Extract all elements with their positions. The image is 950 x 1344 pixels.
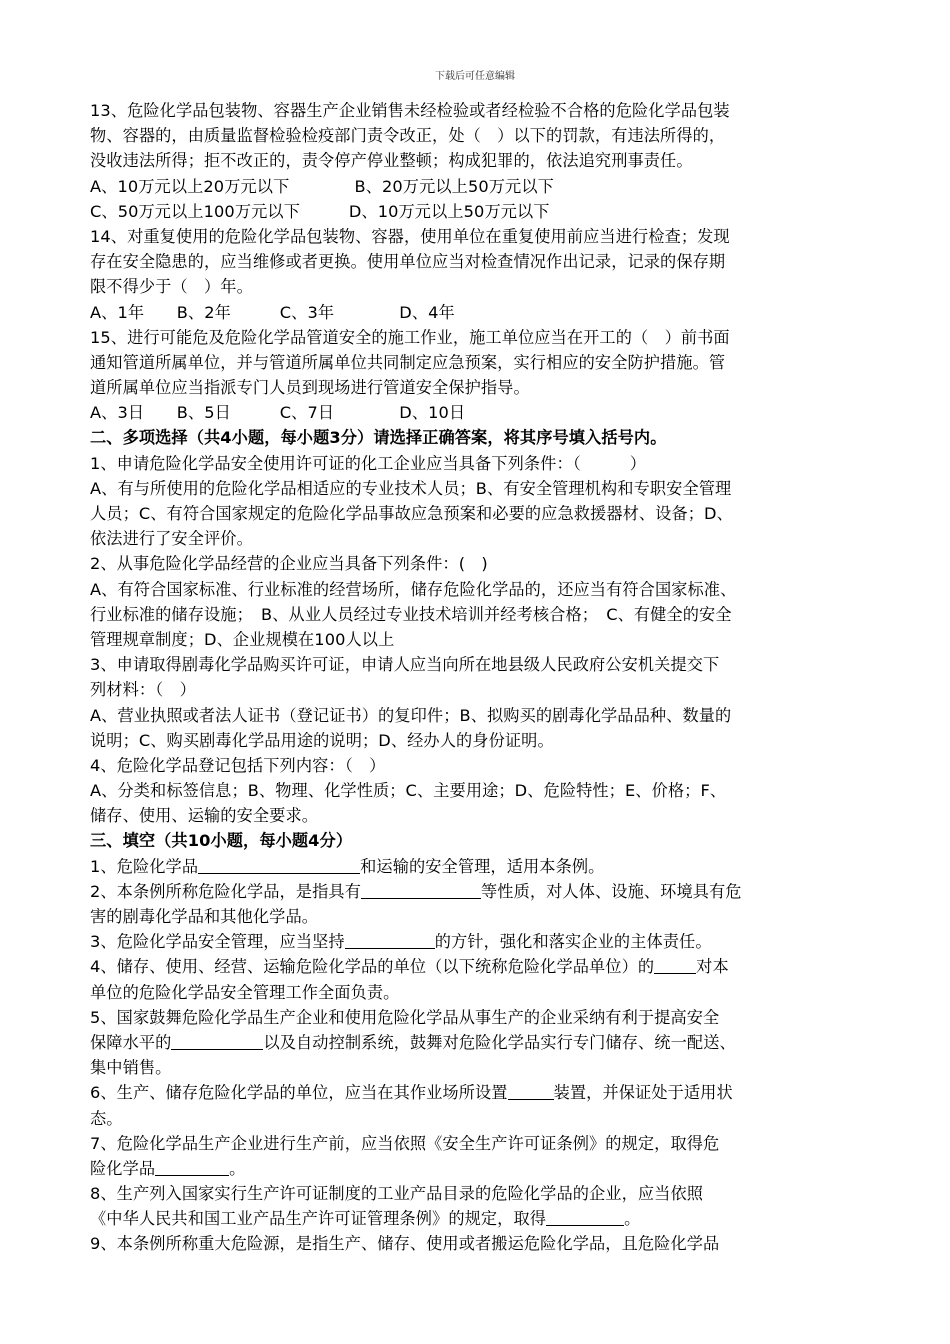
text-line: 1、申请危险化学品安全使用许可证的化工企业应当具备下列条件：（ ） bbox=[90, 453, 647, 473]
text-line: 物、容器的，由质量监督检验检疫部门责令改正，处（ ）以下的罚款，有违法所得的， bbox=[90, 126, 726, 146]
text-segment: 4、储存、使用、经营、运输危险化学品的单位（以下统称危险化学品单位）的 bbox=[90, 957, 655, 977]
text-line: 态。 bbox=[90, 1108, 123, 1128]
text-line: 集中销售。 bbox=[90, 1058, 172, 1078]
fill-in-line bbox=[90, 1206, 844, 1231]
text-line: A、有与所使用的危险化学品相适应的专业技术人员；B、有安全管理机构和专职安全管理 bbox=[90, 478, 732, 498]
text-segment: 保障水平的 bbox=[90, 1032, 172, 1052]
text-segment: 险化学品 bbox=[90, 1158, 156, 1178]
text-segment: 和运输的安全管理，适用本条例。 bbox=[360, 856, 605, 876]
text-line: 列材料：（ ） bbox=[90, 680, 196, 700]
fill-in-line bbox=[90, 854, 844, 879]
answer-options: C、50万元以上100万元以下 D、10万元以上50万元以下 bbox=[90, 201, 550, 221]
fill-blank[interactable] bbox=[171, 1031, 263, 1050]
text-line: 限不得少于（ ）年。 bbox=[90, 277, 253, 297]
text-segment: 《中华人民共和国工业产品生产许可证管理条例》的规定，取得 bbox=[90, 1209, 547, 1229]
text-line: 9、本条例所称重大危险源，是指生产、储存、使用或者搬运危险化学品，且危险化学品 bbox=[90, 1234, 720, 1254]
text-line: 存在安全隐患的，应当维修或者更换。使用单位应当对检查情况作出记录，记录的保存期 bbox=[90, 252, 726, 272]
text-segment: 3、危险化学品安全管理，应当坚持 bbox=[90, 932, 345, 952]
text-line: 7、危险化学品生产企业进行生产前，应当依照《安全生产许可证条例》的规定，取得危 bbox=[90, 1133, 720, 1153]
text-segment: 1、危险化学品 bbox=[90, 856, 199, 876]
answer-options: A、1年 B、2年 C、3年 D、4年 bbox=[90, 302, 455, 322]
text-line: 通知管道所属单位，并与管道所属单位共同制定应急预案，实行相应的安全防护措施。管 bbox=[90, 352, 726, 372]
fill-in-line bbox=[90, 879, 844, 904]
section-heading-fill-in: 三、填空（共10小题，每小题4分） bbox=[90, 831, 353, 851]
text-line: 4、危险化学品登记包括下列内容：（ ） bbox=[90, 755, 386, 775]
text-line: 说明；C、购买剧毒化学品用途的说明；D、经办人的身份证明。 bbox=[90, 730, 554, 750]
text-line: 行业标准的储存设施； B、从业人员经过专业技术培训并经考核合格； C、有健全的安全 bbox=[90, 604, 732, 624]
fill-in-line bbox=[90, 1156, 844, 1181]
text-line: 15、进行可能危及危险化学品管道安全的施工作业，施工单位应当在开工的（ ）前书面 bbox=[90, 327, 730, 347]
fill-blank[interactable] bbox=[155, 1157, 229, 1176]
text-segment: 等性质，对人体、设施、环境具有危 bbox=[481, 881, 742, 901]
fill-blank[interactable] bbox=[508, 1081, 554, 1100]
text-segment: 对本 bbox=[696, 957, 729, 977]
text-line: 道所属单位应当指派专门人员到现场进行管道安全保护指导。 bbox=[90, 378, 530, 398]
text-line: A、分类和标签信息；B、物理、化学性质；C、主要用途；D、危险特性；E、价格；F、 bbox=[90, 781, 727, 801]
text-line: 人员；C、有符合国家规定的危险化学品事故应急预案和必要的应急救援器材、设备；D、 bbox=[90, 504, 733, 523]
text-line: 2、从事危险化学品经营的企业应当具备下列条件：( ) bbox=[90, 554, 488, 574]
text-segment: 。 bbox=[229, 1158, 246, 1178]
fill-blank[interactable] bbox=[654, 955, 696, 974]
text-line: 储存、使用、运输的安全要求。 bbox=[90, 806, 319, 826]
text-line: 没收违法所得；拒不改正的，责令停产停业整顿；构成犯罪的，依法追究刑事责任。 bbox=[90, 151, 693, 171]
text-line: A、营业执照或者法人证书（登记证书）的复印件；B、拟购买的剧毒化学品品种、数量的 bbox=[90, 705, 732, 725]
text-line: 5、国家鼓舞危险化学品生产企业和使用危险化学品从事生产的企业采纳有利于提高安全 bbox=[90, 1007, 720, 1027]
section-heading-multiple-choice: 二、多项选择（共4小题，每小题3分）请选择正确答案，将其序号填入括号内。 bbox=[90, 428, 667, 448]
text-line: 14、对重复使用的危险化学品包装物、容器，使用单位在重复使用前应当进行检查；发现 bbox=[90, 226, 730, 246]
text-segment: 装置，并保证处于适用状 bbox=[553, 1083, 733, 1103]
answer-options: A、3日 B、5日 C、7日 D、10日 bbox=[90, 403, 466, 423]
fill-blank[interactable] bbox=[198, 855, 360, 874]
text-segment: 6、生产、储存危险化学品的单位，应当在其作业场所设置 bbox=[90, 1083, 508, 1103]
fill-blank[interactable] bbox=[345, 930, 435, 949]
text-segment: 。 bbox=[624, 1209, 641, 1229]
text-line: 单位的危险化学品安全管理工作全面负责。 bbox=[90, 982, 400, 1002]
text-line: 3、申请取得剧毒化学品购买许可证，申请人应当向所在地县级人民政府公安机关提交下 bbox=[90, 655, 720, 675]
answer-options: A、10万元以上20万元以下 B、20万元以上50万元以下 bbox=[90, 176, 554, 196]
fill-in-line bbox=[90, 1030, 844, 1055]
fill-blank[interactable] bbox=[546, 1207, 624, 1226]
text-line: A、有符合国家标准、行业标准的经营场所，储存危险化学品的，还应当有符合国家标准、 bbox=[90, 579, 737, 599]
fill-blank[interactable] bbox=[361, 880, 481, 899]
document-body bbox=[90, 98, 844, 1257]
fill-in-line bbox=[90, 954, 844, 979]
text-segment: 以及自动控制系统，鼓舞对危险化学品实行专门储存、统一配送、 bbox=[263, 1032, 736, 1052]
text-line: 害的剧毒化学品和其他化学品。 bbox=[90, 907, 319, 926]
text-segment: 2、本条例所称危险化学品，是指具有 bbox=[90, 881, 361, 901]
text-line: 依法进行了安全评价。 bbox=[90, 529, 253, 549]
text-line: 管理规章制度；D、企业规模在100人以上 bbox=[90, 629, 395, 649]
text-line: 8、生产列入国家实行生产许可证制度的工业产品目录的危险化学品的企业，应当依照 bbox=[90, 1184, 704, 1204]
fill-in-line bbox=[90, 929, 844, 954]
page-header: 下载后可任意编辑 bbox=[435, 71, 515, 82]
fill-in-line bbox=[90, 1080, 844, 1105]
text-line: 13、危险化学品包装物、容器生产企业销售未经检验或者经检验不合格的危险化学品包装 bbox=[90, 101, 730, 120]
text-segment: 的方针，强化和落实企业的主体责任。 bbox=[434, 932, 712, 952]
